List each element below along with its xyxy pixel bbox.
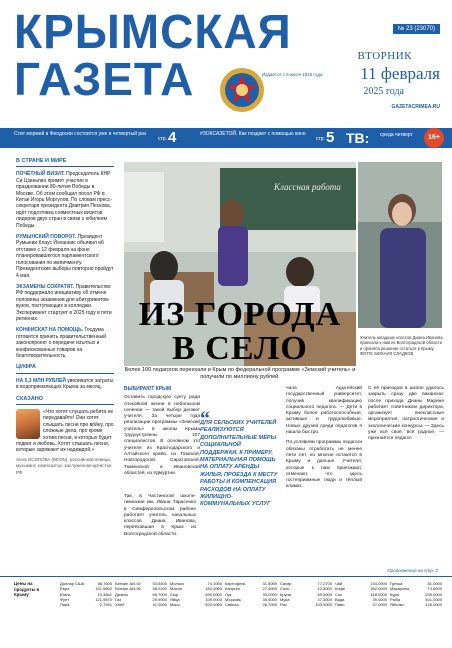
price-item-name: Юань: [60, 591, 71, 597]
price-item-value: 28,7000: [262, 602, 277, 608]
price-item-name: Бензин АИ-92: [115, 581, 141, 586]
price-item-value: 66,7000: [152, 591, 167, 597]
teaser-left-text: Cтит моржей в Феодосии состоится уже в четвертый раз: [14, 131, 147, 137]
price-row: [115, 602, 167, 607]
price-item-value: 239,0000: [425, 591, 442, 597]
price-column: [390, 581, 442, 607]
price-column: [225, 581, 277, 607]
article-column-5: С её приездом в школе удалось закрыть сразу две вакансии: после прихода Дианы Марине работает советником директора, организует внеклассные мероприятия, патриотические и экологические конкурсы. — Здесь уже всё своё, всё родное, — признаётся педагог.: [368, 386, 444, 442]
price-row: [390, 602, 442, 607]
quote-mark-icon: “: [200, 408, 210, 430]
price-item-value: 81,0000: [427, 581, 442, 586]
price-item-name: Сок: [335, 591, 342, 597]
price-item-name: Бензин АИ-95: [115, 586, 141, 592]
price-item-name: Яйца: [170, 596, 180, 602]
price-item-name: Сахар: [280, 581, 292, 586]
quote-author: Анна ОСИПОВА (BEON), российский певица, музыкант, композитор, заслуженная артистка РФ: [16, 456, 112, 475]
price-item-value: 98,7605: [97, 581, 112, 586]
footer-tag: Цены на продукты в Крыму: [14, 581, 40, 598]
figure-item: НА 5,3 МЛН РУБЛЕЙ увеличатся затраты в водоприемлющих Крыма за месяц.: [16, 377, 114, 391]
price-item-name: Хлеб: [115, 602, 125, 608]
price-item-value: 12,8000: [317, 586, 332, 592]
price-item-name: Крупа: [280, 591, 291, 597]
price-item-value: 97,0000: [372, 602, 387, 608]
issue-weekday: ВТОРНИК: [357, 50, 412, 62]
price-item-value: 74,1000: [207, 581, 222, 586]
price-item-name: Пиво: [335, 602, 345, 608]
price-row: [225, 602, 277, 607]
price-item-name: Газ: [115, 596, 121, 602]
newspaper-title-line2: ГАЗЕТА: [14, 53, 195, 105]
brief-item: КОНФИСКАТ НА ПОМОЩЬ. Госдума готовится принять правительственный законопроект о передаче изъятых и конфискованных товаров на благотворительность.: [16, 327, 106, 359]
price-item-value: 103,9000: [315, 602, 332, 608]
price-row: [335, 602, 387, 607]
article-column-1: ВЫБИРАЮТ КРЫМ Оставить городскую суету ради спокойной жизни в небольшом селении — такой выбор делают учителя. За четыре года реализации программы «Земский учитель» в школы Крыма трудоустроены 107 специалистов. В основном это учителя из Краснодарского и Алтайского краёв, из Томской, Новгородской, Саратовской, Тюменской и Ивановской областей, из Удмуртии.: [124, 386, 200, 476]
price-item-name: Кофе: [335, 586, 346, 592]
continued-link[interactable]: Продолжение на стр. 2: [387, 568, 438, 573]
pull-quote: ДЛЯ СЕЛЬСКИХ УЧИТЕЛЕЙ РЕАЛИЗУЮТСЯ ДОПОЛНИТЕЛЬНЫЕ МЕРЫ СОЦИАЛЬНОЙ ПОДДЕРЖКИ. К ПРИМЕРУ, МАТЕРИАЛЬНАЯ ПОМОЩЬ НА ОПЛАТУ АРЕНДЫ ЖИЛЬЯ, ПРОЕЗДА К МЕСТУ РАБОТЫ И КОМПЕНСАЦИЯ РАСХОДОВ НА ОПЛАТУ ЖИЛИЩНО-КОММУНАЛЬНЫХ УСЛУГ: [200, 420, 278, 508]
price-item-value: 27,9000: [262, 586, 277, 592]
age-rating-badge: 16+: [424, 128, 444, 148]
tv-days: среда четверг: [380, 132, 413, 138]
issue-number: № 23 (23070): [393, 24, 440, 34]
price-item-value: 41,0000: [152, 602, 167, 608]
price-item-name: Мука: [280, 596, 290, 602]
price-item-value: 29,9000: [152, 596, 167, 602]
price-item-value: 74,6000: [427, 586, 442, 592]
price-item-name: Сыр: [170, 591, 178, 597]
price-item-name: Молоко: [170, 581, 185, 586]
price-item-value: 2,7591: [99, 602, 112, 608]
article-column-1b: Так, в Частинской школе-гимназии им. Ивана Тарасенко в Симферопольском районе работает учитель начальных классов Диана Иванова, переехавшая в Крым из Волгоградской области.: [124, 494, 196, 537]
price-item-name: Дизель: [115, 591, 129, 597]
price-item-value: 134,0000: [370, 581, 387, 586]
price-item-name: Масло: [170, 586, 183, 592]
teaser-page-label: стр.: [158, 136, 167, 142]
price-item-value: 58,0200: [152, 586, 167, 592]
price-row: [170, 602, 222, 607]
price-item-value: 30,0000: [262, 591, 277, 597]
author-portrait: [16, 409, 40, 439]
newspaper-title-line1: КРЫМСКАЯ: [14, 3, 292, 59]
price-item-name: Картофель: [225, 581, 246, 586]
price-item-name: Лира: [60, 602, 70, 608]
price-item-name: Рыба: [390, 596, 400, 602]
teacher-portrait-photo: [358, 162, 442, 328]
brief-item: ПОЧЁТНЫЙ ВИЗИТ. Председатель КНР Си Цзиньпин примет участие в праздновании 80-летия Победы в Москве. Об этом сообщил посол РФ в Китае Игорь Моргулов. По словам пресс-секретаря президента Дмитрия Пескова, идёт подготовка совместных визитов лидеров двух стран в связи с юбилеем Победы.: [16, 171, 113, 229]
article-rubric: ВЫБИРАЮТ КРЫМ: [124, 386, 172, 392]
rubric-figure: ЦИФРА: [16, 364, 114, 373]
price-item-name: Куры: [390, 591, 400, 597]
price-item-value: 121,9870: [95, 596, 112, 602]
price-item-value: 118,0000: [370, 591, 387, 597]
price-row: [60, 602, 112, 607]
price-item-value: 13,4861: [97, 591, 112, 597]
price-item-value: 39,0000: [372, 596, 387, 602]
issue-year: 2025 года: [363, 86, 404, 97]
price-column: [280, 581, 332, 607]
price-item-value: 69,5000: [317, 591, 332, 597]
price-item-name: Рис: [280, 602, 287, 608]
website-link[interactable]: GAZETACRIMEA.RU: [391, 104, 440, 110]
issue-date: 11 февраля: [360, 64, 440, 83]
price-item-name: Вода: [335, 596, 345, 602]
price-item-value: 47,3000: [317, 596, 332, 602]
price-item-value: 53,5400: [152, 581, 167, 586]
price-item-value: 182,0000: [205, 586, 222, 592]
price-item-value: 77,2700: [317, 581, 332, 586]
teaser-page-label-2: стр.: [316, 136, 325, 142]
price-column: [115, 581, 167, 607]
news-briefs-column: [16, 158, 114, 476]
teaser-page-link-2[interactable]: 5: [326, 129, 335, 146]
masthead: [0, 0, 452, 122]
price-item-value: 109,0000: [205, 596, 222, 602]
award-emblem-icon: [218, 66, 266, 114]
photo-caption: Учитель младших классов Диана Иванова приехала к нам из Волгоградской области и приняла решение остаться в Крыму. ФОТО: МИХАИЛ СЛАДКОВ: [360, 335, 443, 357]
brief-item: ЭКЗАМЕНЫ СОКРАТЯТ. Правительство РФ поддержало инициативу об отмене половины экзаменов для абитуриентов-вузов, поступающих в колледжи. Эксперимент стартует в 2025 году в пяти регионах.: [16, 283, 112, 322]
teaser-page-link[interactable]: 4: [168, 129, 177, 146]
price-item-value: 392,0000: [370, 586, 387, 592]
price-column: [335, 581, 387, 607]
lead-headline: ИЗ ГОРОДА В СЕЛО: [138, 296, 342, 367]
price-item-name: Евро: [60, 586, 70, 592]
price-item-value: 520,0000: [205, 602, 222, 608]
price-item-value: 35,4000: [262, 596, 277, 602]
price-item-name: Яблоки: [390, 602, 404, 608]
article-column-3: чила Адыгейский государственный университет, получив квалификацию социального педагога. — Дети в Крыму более работоспособные, активные и трудолюбивые. Новых друзей среди педагогов я нашла быстро. По условиям программы педагоги обязаны отработать не менее пяти лет, но многие остаются в Крыму и дальше. Учителя, которые к нам приезжают, отмечают, что здесь гостеприимные люди и тёплый климат.: [286, 386, 362, 490]
price-item-name: Мясо: [170, 602, 180, 608]
price-item-name: Соль: [280, 586, 290, 592]
teaser-strip: [0, 128, 452, 148]
svg-text:Классная работа: Классная работа: [274, 182, 341, 192]
price-item-name: Макароны: [390, 586, 410, 592]
price-item-name: Капуста: [225, 586, 240, 592]
price-item-name: Свёкла: [225, 602, 239, 608]
teaser-mid-text: #ЗОКСАЗЕТОЙ. Как поздает с помощью кино: [200, 131, 306, 137]
prices-footer: [0, 576, 452, 644]
brief-item: РУМЫНСКИЙ ПОВОРОТ. Президент Румынии Клаус Йоханнис объявил об отставке с 12 февраля на фоне планировавшегося парламентского голосования по импичменту. Президентские выборы повторно пройдут 4 мая.: [16, 234, 114, 279]
price-item-name: Гречка: [390, 581, 403, 586]
price-item-name: Фунт: [60, 596, 70, 602]
price-item-value: 101,5802: [95, 586, 112, 592]
price-row: [280, 602, 332, 607]
price-item-name: Доллар США: [60, 581, 85, 586]
price-item-name: Лук: [225, 591, 232, 597]
rubric-said: СКАЗАНО: [16, 396, 114, 405]
price-item-name: Морковь: [225, 596, 242, 602]
price-item-value: 31,5000: [262, 581, 277, 586]
price-column: [60, 581, 112, 607]
founded-note: Издаётся с 6 июля 1918 года: [262, 72, 323, 77]
price-item-value: 126,0000: [425, 602, 442, 608]
price-item-name: Чай: [335, 581, 343, 586]
price-item-value: 690,0000: [205, 591, 222, 597]
price-item-value: 401,0000: [425, 596, 442, 602]
tv-label: ТВ:: [346, 130, 370, 146]
lead-subhead: Более 100 педагогов переехали в Крым по федеральной программе «Земский учитель» и получили по миллиону рублей.: [124, 367, 356, 380]
price-column: [170, 581, 222, 607]
quote-text: «Что хотят слушать ребята не передавайте! Они хотят слышать песни про войну, про сложные дела, про кроме хотим песни, в которых будет подвиг и любовь. Хотят слышать песни, которые заряжают их надеждой.»: [16, 409, 114, 454]
rubric-world: В СТРАНЕ И МИРЕ: [16, 158, 114, 167]
quote-block: [16, 409, 114, 476]
